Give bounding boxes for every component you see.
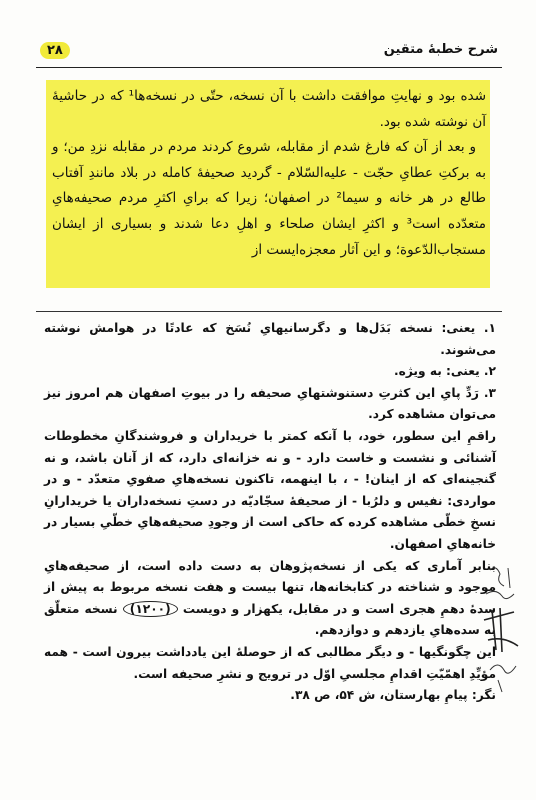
footnote-reference: نگر: پیامِ بهارستان، ش ۵۴، ص ۳۸. [290,688,496,703]
footnote-2: ۲. یعنی: به ویژه. [394,364,496,379]
footnote-1: ۱. یعنی: نسخه بَدَل‌ها و دگرسانیهایِ نُسَخ که عادتًا در هوامش نوشته می‌شوند. [44,321,496,357]
footnote-3: ۳. رَدِّ پایِ این کثرتِ دستنوشتهایِ صحیفه را در بیوتِ اصفهان هم امروز نیز می‌توان مشاهده کرد. [44,385,496,422]
footnote-paragraph-3: این چگونگیها - و دیگر مطالبی که از حوصلهٔ این یادداشت بیرون است - همه مؤیِّدِ اهمّیّتِ اقدامِ مجلسیِ اوّل در ترویج و نشرِ صحیفه است. [44,644,496,681]
footnote-paragraph-1: راقمِ این سطور، خود، با آنکه کمتر با خریداران و فروشندگانِ مخطوطات آشنائی و نشست و خاست دارد - و نه خزانه‌ای دارد، که از آنان باشد، و نه گنجینه‌ای که از اینان! - ، با اینهمه، تاکنون نسخه‌هایِ صفویِ متعدّد - و در مواردی: نفیس و دلرُبا - از صحیفهٔ سجّادیّه در دستِ نسخه‌داران یا خریدارانِ نسخِ خطّی مشاهده کرده که حاکی است از وجودِ صحیفه‌هایِ خطّیِ بسیار در خانه‌هایِ اصفهان. [44,428,496,551]
main-text [52,84,486,263]
page-number: ۲۸ [40,42,70,59]
main-paragraph-1: شده بود و نهایتِ موافقت داشت با آن نسخه، حتّی در نسخه‌ها¹ که در حاشیهٔ آن نوشته شده بود. [52,88,487,130]
running-title: شرح خطبهٔ متقین [383,42,498,57]
header-rule [36,67,502,68]
footnote-paragraph-2-text-b: نسخه متعلّق به سده‌هایِ یازدهم و دوازدهم. [44,601,496,638]
footnote-paragraph-2 [44,556,496,642]
page-header [36,40,502,66]
footnote-rule [36,311,502,312]
main-paragraph-2: و بعد از آن که فارغ شدم از مقابله، شروع کردند مردم در مقابله نزدِ من؛ و به برکتِ عطایِ حجّت - علیه‌السّلام - گردید صحیفهٔ کامله در بلاد مانندِ آفتاب طالع در هر خانه و سیما² در اصفهان؛ زیرا که برایِ اکثرِ مردم صحیفه‌هایِ متعدّده است³ و اکثرِ ایشان صلحاء و اهلِ دعا شدند و بسیاری از ایشان مستجاب‌الدّعوة؛ و این آثار معجزه‌ایست از [52,139,486,258]
circled-number: (۱۲۰۰) [123,601,178,617]
footnotes [44,318,496,707]
handwritten-margin-note [478,560,528,710]
footnote-paragraph-2-text-a: بنابر آماری که یکی از نسخه‌پژوهان به دست داده است، از صحیفه‌هایِ موجود و شناخته در کتابخانه‌ها، تنها بیست و هفت نسخه مربوط به پیش از سدهٔ دهمِ هجری است و در مقابل، یکهزار و دویست [44,558,496,616]
